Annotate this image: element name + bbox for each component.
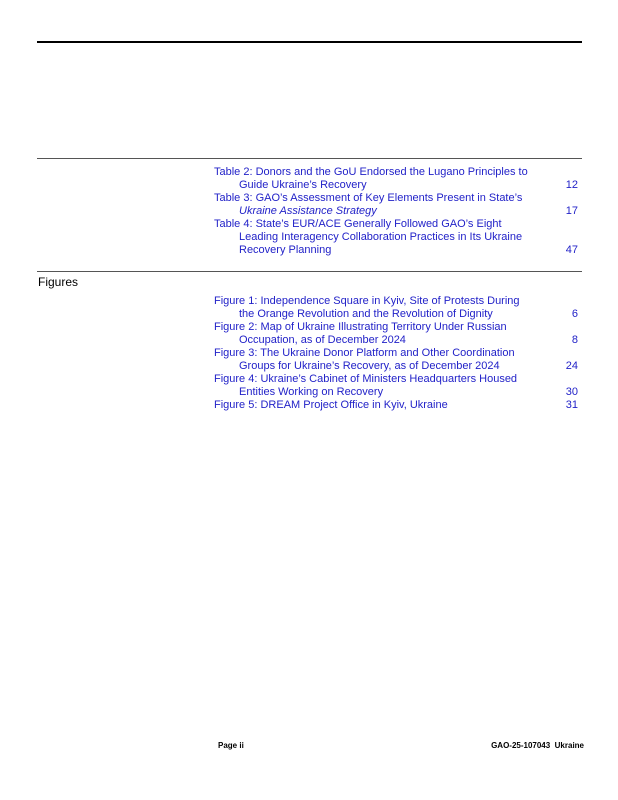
header-rule xyxy=(37,41,582,43)
toc-entry-text: Figure 3: The Ukraine Donor Platform and Other Coordination xyxy=(214,347,515,359)
footer-page-label: Page ii xyxy=(218,741,244,750)
toc-entry-line[interactable] xyxy=(214,373,578,386)
toc-page-number: 8 xyxy=(571,334,578,346)
toc-entry-text: Leading Interagency Collaboration Practices in Its Ukraine xyxy=(239,231,523,243)
toc-page-number: 12 xyxy=(565,179,578,191)
toc-entry-text: Figure 4: Ukraine’s Cabinet of Ministers Headquarters Housed xyxy=(214,373,518,385)
tables-toc-list xyxy=(214,166,578,257)
toc-entry-line[interactable] xyxy=(214,179,578,192)
toc-page-number: 24 xyxy=(565,360,578,372)
footer-report-number: GAO-25-107043 Ukraine xyxy=(491,741,584,750)
toc-entry-text: Entities Working on Recovery xyxy=(239,386,384,398)
toc-entry-line[interactable] xyxy=(214,166,578,179)
toc-entry-line[interactable] xyxy=(214,334,578,347)
toc-entry-line[interactable] xyxy=(214,295,578,308)
toc-entry-text: Table 2: Donors and the GoU Endorsed the Lugano Principles to xyxy=(214,166,528,178)
toc-entry-line[interactable] xyxy=(214,218,578,231)
toc-page-number: 31 xyxy=(565,399,578,411)
toc-entry-line[interactable] xyxy=(214,360,578,373)
toc-page-number: 30 xyxy=(565,386,578,398)
toc-entry-line[interactable] xyxy=(214,308,578,321)
figures-toc-list xyxy=(214,295,578,412)
figures-section-divider xyxy=(37,271,582,272)
figures-section-heading: Figures xyxy=(38,275,79,289)
toc-page-number: 6 xyxy=(571,308,578,320)
toc-entry-text: Figure 5: DREAM Project Office in Kyiv, Ukraine xyxy=(214,399,448,411)
toc-entry-text: Groups for Ukraine’s Recovery, as of December 2024 xyxy=(239,360,500,372)
toc-entry-text: Recovery Planning xyxy=(239,244,332,256)
toc-entry-line[interactable] xyxy=(214,321,578,334)
tables-section-divider xyxy=(37,158,582,159)
toc-entry-text: Figure 1: Independence Square in Kyiv, Site of Protests During xyxy=(214,295,520,307)
toc-page-number: 17 xyxy=(565,205,578,217)
toc-entry-text: Figure 2: Map of Ukraine Illustrating Territory Under Russian xyxy=(214,321,507,333)
toc-entry-line[interactable] xyxy=(214,386,578,399)
toc-entry-line[interactable] xyxy=(214,205,578,218)
toc-entry-text: Occupation, as of December 2024 xyxy=(239,334,406,346)
toc-entry-text: Table 4: State’s EUR/ACE Generally Followed GAO’s Eight xyxy=(214,218,502,230)
toc-page-number: 47 xyxy=(565,244,578,256)
toc-entry-text: Table 3: GAO’s Assessment of Key Elements Present in State’s xyxy=(214,192,523,204)
toc-entry-line[interactable] xyxy=(214,244,578,257)
toc-entry-text: Guide Ukraine’s Recovery xyxy=(239,179,367,191)
toc-entry-text: the Orange Revolution and the Revolution of Dignity xyxy=(239,308,493,320)
toc-entry-line[interactable] xyxy=(214,347,578,360)
toc-entry-line[interactable] xyxy=(214,231,578,244)
toc-entry-line[interactable] xyxy=(214,399,578,412)
toc-entry-text: Ukraine Assistance Strategy xyxy=(239,205,377,217)
toc-entry-line[interactable] xyxy=(214,192,578,205)
